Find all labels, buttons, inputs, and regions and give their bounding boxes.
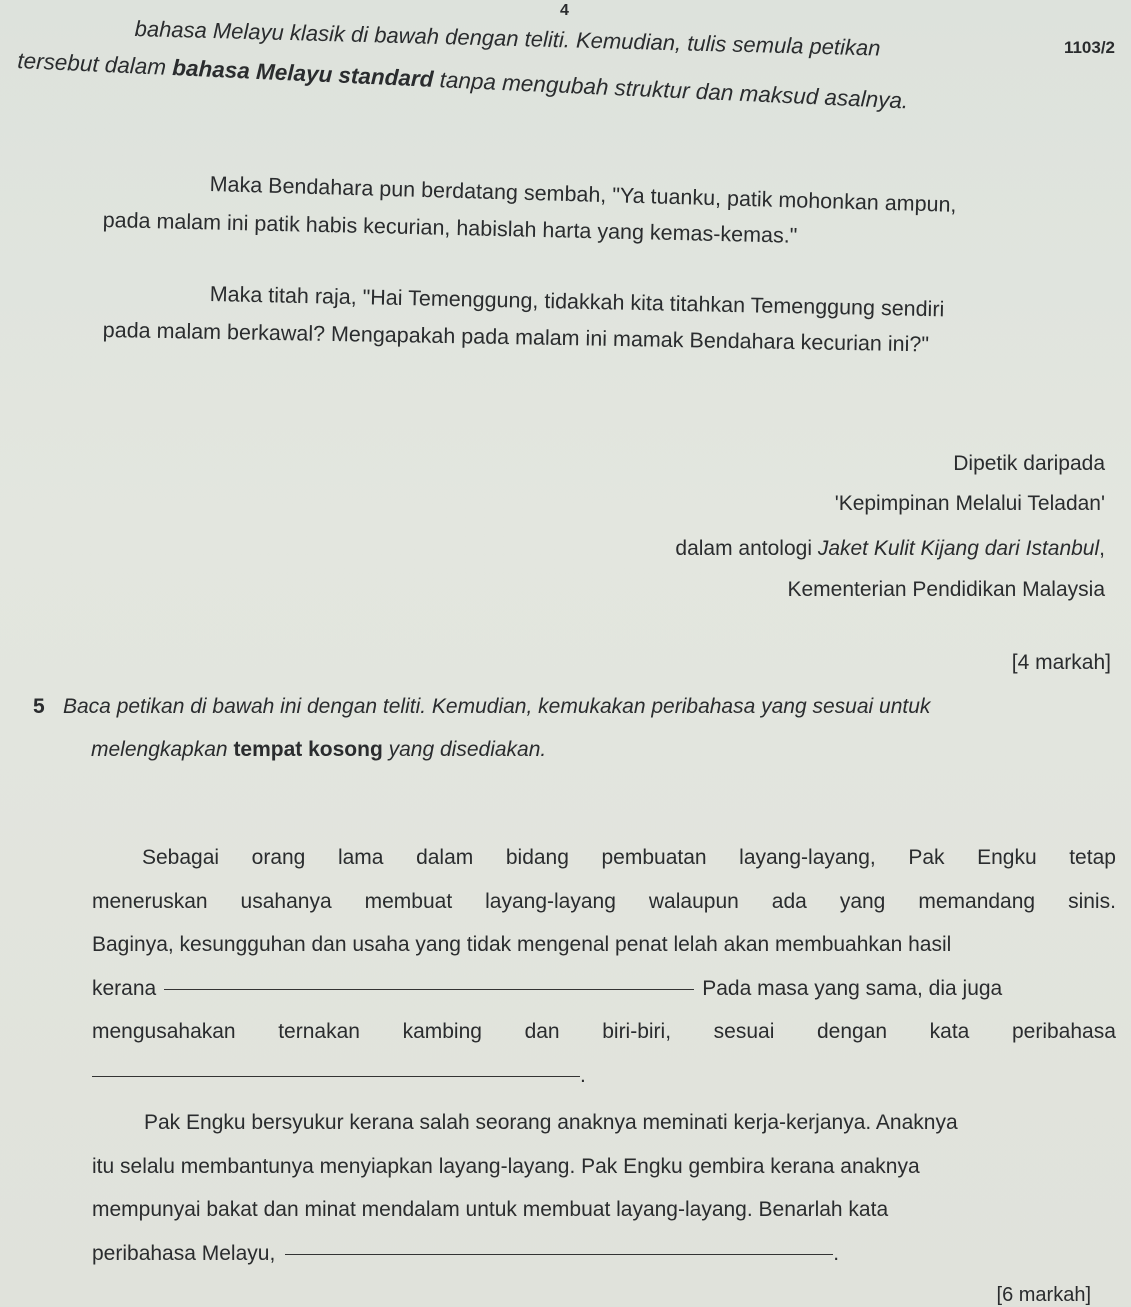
source-line — [675, 537, 1105, 561]
word: dalam — [416, 846, 474, 869]
q5-instruction-bold: tempat kosong — [233, 738, 383, 761]
word: memandang — [918, 889, 1036, 913]
paragraph-text: itu selalu membantunya menyiapkan layang-layang. Pak Engku gembira kerana anaknya — [92, 1154, 920, 1178]
q4-passage-line: pada malam berkawal? Mengapakah pada malam ini mamak Bendahara kecurian ini?" — [102, 318, 930, 357]
paragraph-text: . — [580, 1063, 586, 1087]
q4-instruction-text: tersebut dalam — [16, 48, 173, 81]
q5-paragraph-2 — [92, 1101, 1116, 1275]
word: walaupun — [648, 889, 739, 913]
answer-blank-1[interactable] — [164, 967, 694, 990]
source-text: , — [1099, 537, 1105, 560]
word: meneruskan — [92, 889, 208, 913]
word: dan — [524, 1020, 560, 1043]
paragraph-text: Pak Engku bersyukur kerana salah seorang anaknya meminati kerja-kerjanya. Anaknya — [144, 1111, 958, 1134]
word: ternakan — [278, 1020, 360, 1043]
paragraph-line — [92, 967, 1116, 1011]
q5-number: 5 — [33, 695, 45, 718]
word: peribahasa — [1011, 1020, 1116, 1043]
answer-blank-3[interactable] — [285, 1232, 833, 1255]
paragraph-line — [92, 1145, 1116, 1189]
q4-marks: [4 markah] — [1011, 651, 1111, 674]
source-publisher: Kementerian Pendidikan Malaysia — [787, 578, 1105, 601]
word: Sebagai — [142, 846, 220, 869]
paragraph-text: Baginya, kesungguhan dan usaha yang tidak mengenal penat lelah akan membuahkan hasil — [92, 933, 952, 956]
paragraph-line — [92, 1010, 1116, 1054]
word: pembuatan — [601, 846, 707, 869]
word: mengusahakan — [92, 1020, 236, 1043]
source-anthology-title: Jaket Kulit Kijang dari Istanbul — [817, 537, 1100, 560]
word: orang — [251, 846, 306, 869]
word: sinis. — [1068, 889, 1116, 913]
q4-passage-line: Maka titah raja, "Hai Temenggung, tidakkah kita titahkan Temenggung sendiri — [209, 282, 945, 322]
q5-marks: [6 markah] — [996, 1284, 1091, 1306]
word: kambing — [402, 1020, 482, 1043]
paragraph-line — [92, 1054, 1116, 1098]
word: dengan — [816, 1020, 888, 1043]
paragraph-text: peribahasa Melayu, — [92, 1241, 276, 1265]
q5-paragraph-1 — [92, 836, 1116, 1097]
q5-instruction-line2 — [91, 738, 546, 762]
word: Pak — [908, 846, 945, 869]
word: yang — [839, 889, 886, 913]
paragraph-text: kerana — [92, 976, 157, 1000]
q4-passage-line: pada malam ini patik habis kecurian, habislah harta yang kemas-kemas." — [102, 208, 798, 248]
word: tetap — [1069, 846, 1116, 869]
paragraph-line — [92, 880, 1116, 924]
paragraph-line — [92, 1188, 1116, 1232]
word: biri-biri, — [602, 1020, 672, 1043]
word: layang-layang, — [739, 846, 876, 869]
q4-instruction-line1: bahasa Melayu klasik di bawah dengan teliti. Kemudian, tulis semula petikan — [134, 16, 881, 61]
q5-instruction-line1: Baca petikan di bawah ini dengan teliti. Kemudian, kemukakan peribahasa yang sesuai untuk — [63, 695, 931, 718]
source-title: 'Kepimpinan Melalui Teladan' — [834, 492, 1105, 515]
paragraph-line — [92, 1101, 1116, 1145]
word: Engku — [977, 846, 1037, 869]
word: sesuai — [713, 1020, 775, 1043]
paragraph-line — [92, 836, 1116, 880]
word: ada — [771, 889, 807, 913]
source-line: Dipetik daripada — [953, 452, 1105, 475]
word: lama — [337, 846, 384, 869]
paragraph-line — [92, 1232, 1116, 1276]
source-text: dalam antologi — [675, 537, 818, 560]
word: membuat — [364, 889, 453, 913]
q4-instruction-bold: bahasa Melayu standard — [171, 55, 435, 92]
q4-instruction-text: tanpa mengubah struktur dan maksud asalnya. — [432, 66, 909, 114]
page-number: 4 — [560, 2, 569, 19]
paper-code: 1103/2 — [1063, 38, 1115, 57]
word: bidang — [505, 846, 569, 869]
q5-instruction-text: melengkapkan — [91, 738, 234, 761]
q5-instruction-text: yang disediakan. — [382, 738, 547, 761]
paragraph-line — [92, 923, 1116, 967]
word: layang-layang — [485, 889, 616, 913]
paragraph-text: mempunyai bakat dan minat mendalam untuk membuat layang-layang. Benarlah kata — [92, 1198, 889, 1221]
paragraph-text: Pada masa yang sama, dia juga — [702, 976, 1003, 1000]
word: kata — [929, 1020, 970, 1043]
paragraph-text: . — [833, 1241, 840, 1265]
word: usahanya — [240, 889, 332, 913]
answer-blank-2[interactable] — [92, 1054, 580, 1077]
q4-passage-line: Maka Bendahara pun berdatang sembah, "Ya tuanku, patik mohonkan ampun, — [209, 172, 957, 217]
